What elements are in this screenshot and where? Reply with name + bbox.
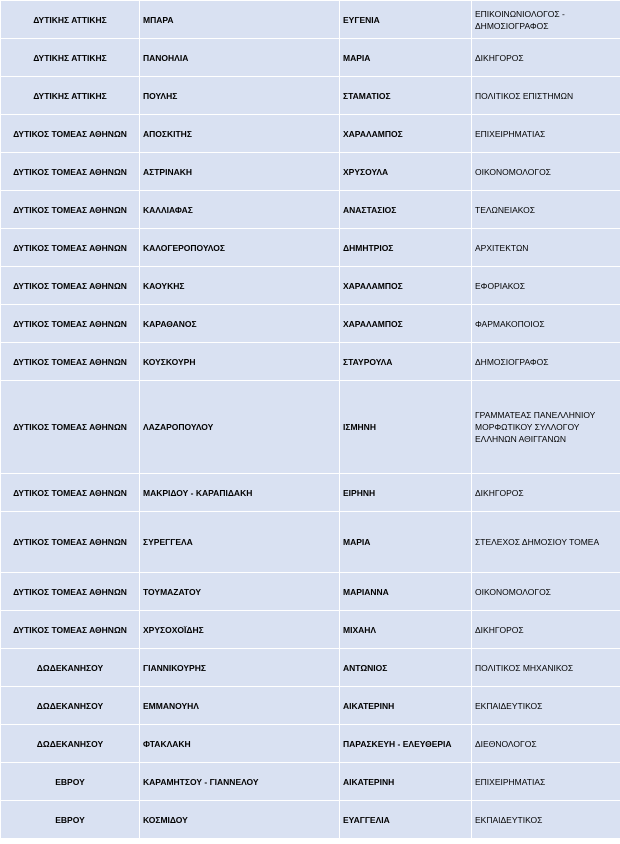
surname-cell: ΜΑΚΡΙΔΟΥ - ΚΑΡΑΠΙΔΑΚΗ (140, 474, 340, 512)
profession-cell: ΔΙΚΗΓΟΡΟΣ (472, 611, 620, 649)
region-cell: ΔΥΤΙΚΟΣ ΤΟΜΕΑΣ ΑΘΗΝΩΝ (1, 153, 140, 191)
surname-cell: ΚΑΡΑΘΑΝΟΣ (140, 305, 340, 343)
region-cell: ΔΥΤΙΚΗΣ ΑΤΤΙΚΗΣ (1, 1, 140, 39)
first-name-cell: ΧΑΡΑΛΑΜΠΟΣ (340, 267, 472, 305)
table-row (1, 115, 620, 153)
profession-cell: ΦΑΡΜΑΚΟΠΟΙΟΣ (472, 305, 620, 343)
surname-cell: ΚΑΟΥΚΗΣ (140, 267, 340, 305)
surname-cell: ΚΑΛΟΓΕΡΟΠΟΥΛΟΣ (140, 229, 340, 267)
region-cell: ΔΥΤΙΚΟΣ ΤΟΜΕΑΣ ΑΘΗΝΩΝ (1, 229, 140, 267)
region-cell: ΔΥΤΙΚΟΣ ΤΟΜΕΑΣ ΑΘΗΝΩΝ (1, 512, 140, 573)
region-cell: ΕΒΡΟΥ (1, 763, 140, 801)
first-name-cell: ΑΝΑΣΤΑΣΙΟΣ (340, 191, 472, 229)
profession-cell: ΠΟΛΙΤΙΚΟΣ ΜΗΧΑΝΙΚΟΣ (472, 649, 620, 687)
table-row (1, 801, 620, 839)
table-row (1, 267, 620, 305)
surname-cell: ΚΟΣΜΙΔΟΥ (140, 801, 340, 839)
surname-cell: ΑΣΤΡΙΝΑΚΗ (140, 153, 340, 191)
first-name-cell: ΧΑΡΑΛΑΜΠΟΣ (340, 305, 472, 343)
surname-cell: ΤΟΥΜΑΖΑΤΟΥ (140, 573, 340, 611)
first-name-cell: ΜΑΡΙΑ (340, 512, 472, 573)
table-row (1, 77, 620, 115)
first-name-cell: ΑΝΤΩΝΙΟΣ (340, 649, 472, 687)
region-cell: ΔΥΤΙΚΗΣ ΑΤΤΙΚΗΣ (1, 77, 140, 115)
profession-cell: ΕΠΙΚΟΙΝΩΝΙΟΛΟΓΟΣ - ΔΗΜΟΣΙΟΓΡΑΦΟΣ (472, 1, 620, 39)
table-row (1, 687, 620, 725)
region-cell: ΔΥΤΙΚΟΣ ΤΟΜΕΑΣ ΑΘΗΝΩΝ (1, 381, 140, 474)
surname-cell: ΕΜΜΑΝΟΥΗΛ (140, 687, 340, 725)
profession-cell: ΕΠΙΧΕΙΡΗΜΑΤΙΑΣ (472, 763, 620, 801)
region-cell: ΔΥΤΙΚΗΣ ΑΤΤΙΚΗΣ (1, 39, 140, 77)
first-name-cell: ΑΙΚΑΤΕΡΙΝΗ (340, 763, 472, 801)
first-name-cell: ΜΑΡΙΑ (340, 39, 472, 77)
first-name-cell: ΔΗΜΗΤΡΙΟΣ (340, 229, 472, 267)
profession-cell: ΕΠΙΧΕΙΡΗΜΑΤΙΑΣ (472, 115, 620, 153)
profession-cell: ΟΙΚΟΝΟΜΟΛΟΓΟΣ (472, 153, 620, 191)
first-name-cell: ΕΙΡΗΝΗ (340, 474, 472, 512)
table-row (1, 649, 620, 687)
region-cell: ΔΥΤΙΚΟΣ ΤΟΜΕΑΣ ΑΘΗΝΩΝ (1, 474, 140, 512)
profession-cell: ΟΙΚΟΝΟΜΟΛΟΓΟΣ (472, 573, 620, 611)
first-name-cell: ΧΑΡΑΛΑΜΠΟΣ (340, 115, 472, 153)
first-name-cell: ΧΡΥΣΟΥΛΑ (340, 153, 472, 191)
first-name-cell: ΣΤΑΜΑΤΙΟΣ (340, 77, 472, 115)
surname-cell: ΚΑΛΛΙΑΦΑΣ (140, 191, 340, 229)
region-cell: ΕΒΡΟΥ (1, 801, 140, 839)
region-cell: ΔΥΤΙΚΟΣ ΤΟΜΕΑΣ ΑΘΗΝΩΝ (1, 305, 140, 343)
table-row (1, 381, 620, 474)
table-row (1, 1, 620, 39)
first-name-cell: ΕΥΓΕΝΙΑ (340, 1, 472, 39)
table-row (1, 573, 620, 611)
first-name-cell: ΑΙΚΑΤΕΡΙΝΗ (340, 687, 472, 725)
table-row (1, 191, 620, 229)
profession-cell: ΤΕΛΩΝΕΙΑΚΟΣ (472, 191, 620, 229)
profession-cell: ΔΗΜΟΣΙΟΓΡΑΦΟΣ (472, 343, 620, 381)
candidates-table-body (1, 1, 620, 839)
first-name-cell: ΣΤΑΥΡΟΥΛΑ (340, 343, 472, 381)
profession-cell: ΔΙΕΘΝΟΛΟΓΟΣ (472, 725, 620, 763)
surname-cell: ΠΑΝΟΗΛΙΑ (140, 39, 340, 77)
surname-cell: ΚΑΡΑΜΗΤΣΟΥ - ΓΙΑΝΝΕΛΟΥ (140, 763, 340, 801)
first-name-cell: ΙΣΜΗΝΗ (340, 381, 472, 474)
table-row (1, 725, 620, 763)
region-cell: ΔΥΤΙΚΟΣ ΤΟΜΕΑΣ ΑΘΗΝΩΝ (1, 343, 140, 381)
surname-cell: ΣΥΡΕΓΓΕΛΑ (140, 512, 340, 573)
profession-cell: ΓΡΑΜΜΑΤΕΑΣ ΠΑΝΕΛΛΗΝΙΟΥ ΜΟΡΦΩΤΙΚΟΥ ΣΥΛΛΟΓΟΥ ΕΛΛΗΝΩΝ ΑΘΙΓΓΑΝΩΝ (472, 381, 620, 474)
region-cell: ΔΥΤΙΚΟΣ ΤΟΜΕΑΣ ΑΘΗΝΩΝ (1, 115, 140, 153)
surname-cell: ΜΠΑΡΑ (140, 1, 340, 39)
table-row (1, 763, 620, 801)
region-cell: ΔΩΔΕΚΑΝΗΣΟΥ (1, 649, 140, 687)
profession-cell: ΕΦΟΡΙΑΚΟΣ (472, 267, 620, 305)
surname-cell: ΑΠΟΣΚΙΤΗΣ (140, 115, 340, 153)
profession-cell: ΠΟΛΙΤΙΚΟΣ ΕΠΙΣΤΗΜΩΝ (472, 77, 620, 115)
profession-cell: ΔΙΚΗΓΟΡΟΣ (472, 474, 620, 512)
profession-cell: ΕΚΠΑΙΔΕΥΤΙΚΟΣ (472, 687, 620, 725)
table-row (1, 39, 620, 77)
table-row (1, 512, 620, 573)
first-name-cell: ΕΥΑΓΓΕΛΙΑ (340, 801, 472, 839)
region-cell: ΔΥΤΙΚΟΣ ΤΟΜΕΑΣ ΑΘΗΝΩΝ (1, 267, 140, 305)
region-cell: ΔΥΤΙΚΟΣ ΤΟΜΕΑΣ ΑΘΗΝΩΝ (1, 611, 140, 649)
profession-cell: ΔΙΚΗΓΟΡΟΣ (472, 39, 620, 77)
surname-cell: ΧΡΥΣΟΧΟΪΔΗΣ (140, 611, 340, 649)
first-name-cell: ΠΑΡΑΣΚΕΥΗ - ΕΛΕΥΘΕΡΙΑ (340, 725, 472, 763)
surname-cell: ΦΤΑΚΛΑΚΗ (140, 725, 340, 763)
table-row (1, 474, 620, 512)
table-row (1, 611, 620, 649)
table-row (1, 153, 620, 191)
region-cell: ΔΩΔΕΚΑΝΗΣΟΥ (1, 687, 140, 725)
first-name-cell: ΜΙΧΑΗΛ (340, 611, 472, 649)
table-row (1, 229, 620, 267)
surname-cell: ΠΟΥΛΗΣ (140, 77, 340, 115)
profession-cell: ΑΡΧΙΤΕΚΤΩΝ (472, 229, 620, 267)
surname-cell: ΛΑΖΑΡΟΠΟΥΛΟΥ (140, 381, 340, 474)
surname-cell: ΚΟΥΣΚΟΥΡΗ (140, 343, 340, 381)
surname-cell: ΓΙΑΝΝΙΚΟΥΡΗΣ (140, 649, 340, 687)
region-cell: ΔΩΔΕΚΑΝΗΣΟΥ (1, 725, 140, 763)
table-row (1, 305, 620, 343)
profession-cell: ΕΚΠΑΙΔΕΥΤΙΚΟΣ (472, 801, 620, 839)
first-name-cell: ΜΑΡΙΑΝΝΑ (340, 573, 472, 611)
profession-cell: ΣΤΕΛΕΧΟΣ ΔΗΜΟΣΙΟΥ ΤΟΜΕΑ (472, 512, 620, 573)
region-cell: ΔΥΤΙΚΟΣ ΤΟΜΕΑΣ ΑΘΗΝΩΝ (1, 191, 140, 229)
region-cell: ΔΥΤΙΚΟΣ ΤΟΜΕΑΣ ΑΘΗΝΩΝ (1, 573, 140, 611)
table-row (1, 343, 620, 381)
